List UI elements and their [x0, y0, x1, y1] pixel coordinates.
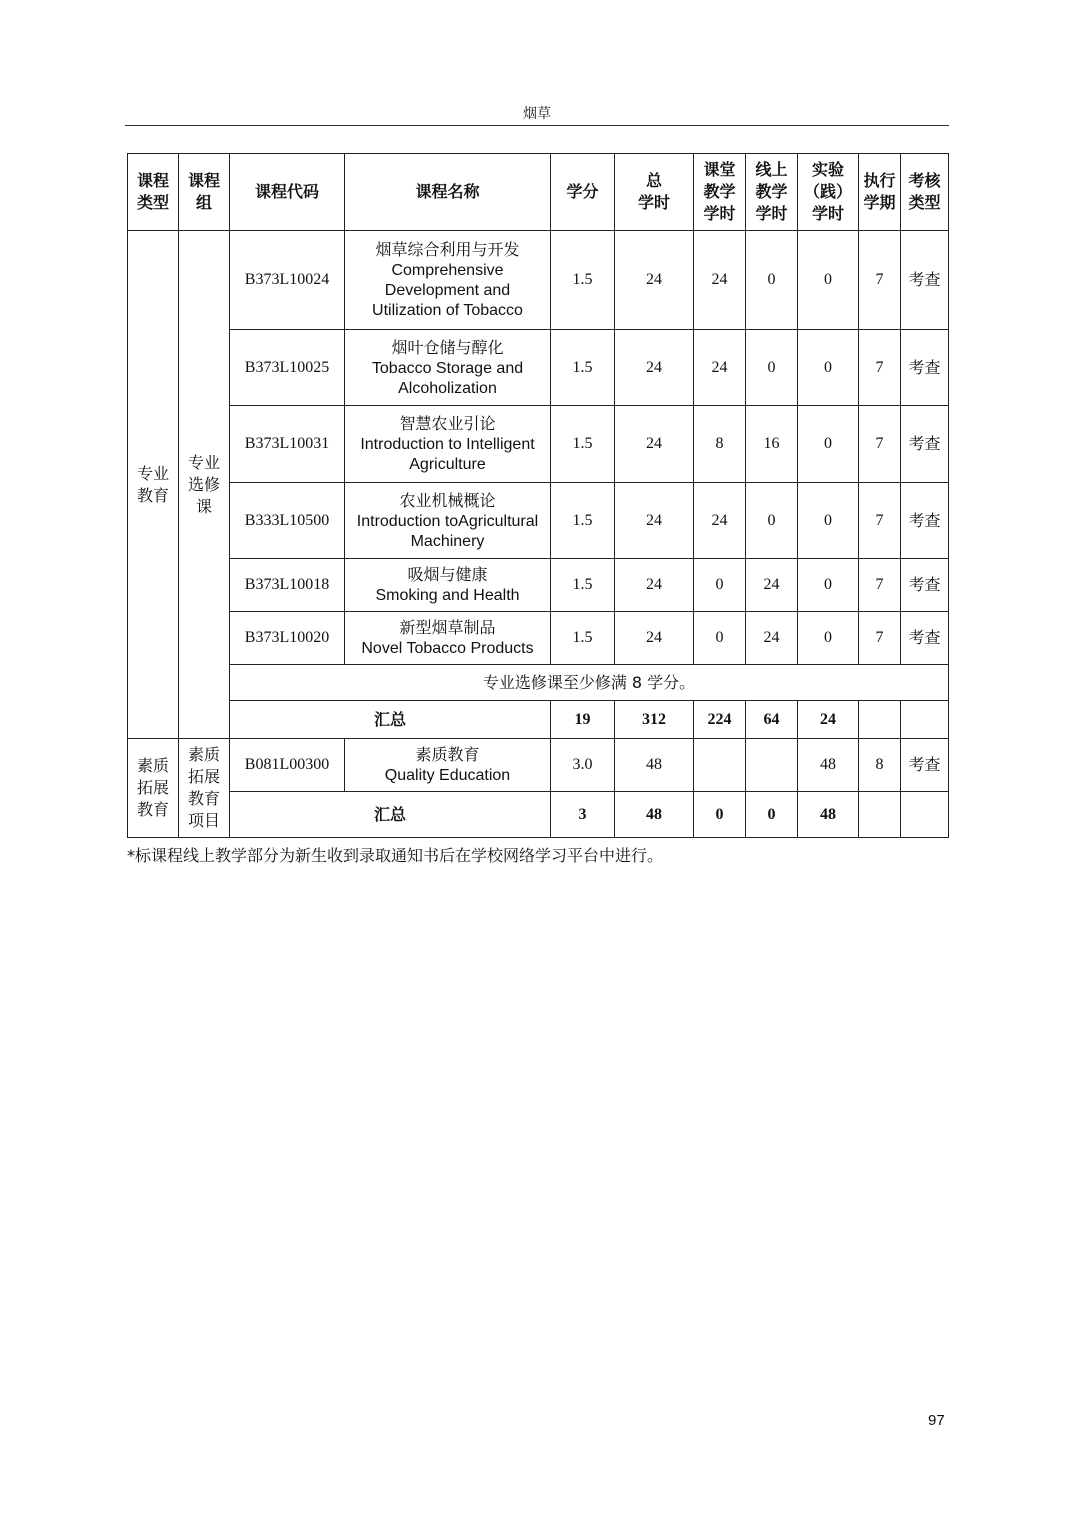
course-group-text: 课: [195, 496, 212, 516]
total-hours: 48: [615, 739, 694, 792]
summary-online: 0: [746, 792, 798, 838]
course-type-text: 专业: [136, 463, 169, 483]
course-group-text: 选修: [187, 474, 220, 494]
summary-online: 64: [746, 701, 798, 739]
column-header: 课程名称: [345, 154, 551, 231]
empty-cell: [859, 701, 901, 739]
empty-cell: [901, 701, 949, 739]
summary-row: [128, 701, 949, 739]
class-hours: 0: [694, 559, 746, 612]
class-hours: 24: [694, 231, 746, 330]
course-code: B373L10024: [230, 231, 345, 330]
header-rule: [125, 125, 949, 126]
column-header: 课程 类型: [128, 154, 179, 231]
course-group-text: 教育: [187, 789, 220, 808]
assessment-type: 考查: [901, 406, 949, 483]
course-type-text: 拓展: [136, 778, 169, 797]
running-header: 烟草: [523, 106, 551, 122]
credit: 1.5: [551, 483, 615, 559]
assessment-type: 考查: [901, 330, 949, 406]
semester: 7: [859, 231, 901, 330]
lab-hours: 0: [798, 406, 859, 483]
summary-credit: 19: [551, 701, 615, 739]
empty-cell: [859, 792, 901, 838]
course-name-en: Tobacco Storage and: [371, 359, 524, 377]
online-hours: 0: [746, 231, 798, 330]
column-header: 学分: [551, 154, 615, 231]
course-name-en: Comprehensive: [391, 262, 504, 279]
course-name: [345, 559, 551, 612]
online-hours: 24: [746, 559, 798, 612]
course-type-cell: [128, 231, 179, 739]
summary-class: 224: [694, 701, 746, 739]
course-name: [345, 330, 551, 406]
lab-hours: 0: [798, 330, 859, 406]
class-hours: [694, 739, 746, 792]
course-name-cn: 智慧农业引论: [399, 414, 496, 433]
summary-label: 汇总: [230, 792, 551, 838]
course-row: [128, 612, 949, 665]
lab-hours: 48: [798, 739, 859, 792]
course-name: [345, 406, 551, 483]
requirement-note-row: [128, 665, 949, 701]
course-type-text: 素质: [136, 756, 169, 775]
summary-class: 0: [694, 792, 746, 838]
assessment-type: 考查: [901, 483, 949, 559]
course-group-cell: [179, 739, 230, 838]
course-name-en: Introduction toAgricultural: [356, 512, 539, 530]
lab-hours: 0: [798, 612, 859, 665]
summary-lab: 48: [798, 792, 859, 838]
column-header: 总 学时: [615, 154, 694, 231]
semester: 7: [859, 330, 901, 406]
total-hours: 24: [615, 559, 694, 612]
requirement-note: 专业选修课至少修满 8 学分。: [230, 665, 949, 701]
course-name-cn: 吸烟与健康: [407, 565, 488, 584]
course-row: [128, 231, 949, 330]
course-name-en: Utilization of Tobacco: [372, 302, 523, 319]
empty-cell: [901, 792, 949, 838]
course-group-cell: [179, 231, 230, 739]
page-number: 97: [928, 1412, 945, 1429]
credit: 3.0: [551, 739, 615, 792]
semester: 8: [859, 739, 901, 792]
course-name-cn: 烟叶仓储与醇化: [391, 337, 504, 357]
course-code: B373L10031: [230, 406, 345, 483]
course-name-en: Agriculture: [409, 456, 486, 473]
class-hours: 8: [694, 406, 746, 483]
online-hours: 24: [746, 612, 798, 665]
credit: 1.5: [551, 406, 615, 483]
column-header: 线上 教学 学时: [746, 154, 798, 231]
course-group-text: 拓展: [187, 767, 220, 786]
column-header: 考核 类型: [901, 154, 949, 231]
course-group-text: 专业: [187, 452, 220, 472]
course-name: [345, 483, 551, 559]
online-hours: 0: [746, 483, 798, 559]
class-hours: 24: [694, 330, 746, 406]
credit: 1.5: [551, 559, 615, 612]
course-type-cell: [128, 739, 179, 838]
footnote: *标课程线上教学部分为新生收到录取通知书后在学校网络学习平台中进行。: [127, 846, 664, 865]
class-hours: 0: [694, 612, 746, 665]
lab-hours: 0: [798, 559, 859, 612]
course-row: [128, 483, 949, 559]
course-name-cn: 新型烟草制品: [399, 618, 496, 637]
lab-hours: 0: [798, 231, 859, 330]
column-header: 课程 组: [179, 154, 230, 231]
semester: 7: [859, 559, 901, 612]
summary-lab: 24: [798, 701, 859, 739]
summary-label: 汇总: [230, 701, 551, 739]
total-hours: 24: [615, 330, 694, 406]
credit: 1.5: [551, 330, 615, 406]
summary-credit: 3: [551, 792, 615, 838]
course-name-en: Introduction to Intelligent: [360, 436, 535, 453]
course-type-text: 教育: [136, 800, 169, 819]
total-hours: 24: [615, 612, 694, 665]
semester: 7: [859, 406, 901, 483]
course-group-text: 项目: [187, 811, 220, 830]
course-row: [128, 559, 949, 612]
assessment-type: 考查: [901, 612, 949, 665]
course-type-text: 教育: [136, 485, 169, 505]
course-code: B373L10025: [230, 330, 345, 406]
column-header: 执行 学期: [859, 154, 901, 231]
lab-hours: 0: [798, 483, 859, 559]
summary-row: [128, 792, 949, 838]
course-code: B373L10018: [230, 559, 345, 612]
semester: 7: [859, 483, 901, 559]
course-name-en: Alcoholization: [398, 379, 497, 397]
summary-total: 312: [615, 701, 694, 739]
credit: 1.5: [551, 231, 615, 330]
online-hours: 16: [746, 406, 798, 483]
total-hours: 24: [615, 483, 694, 559]
online-hours: 0: [746, 330, 798, 406]
column-header: 课堂 教学 学时: [694, 154, 746, 231]
course-name: [345, 612, 551, 665]
course-row: [128, 739, 949, 792]
course-name-en: Machinery: [410, 532, 485, 550]
course-name-cn: 素质教育: [415, 745, 480, 764]
course-name: [345, 739, 551, 792]
course-name-cn: 农业机械概论: [399, 490, 496, 510]
column-header: 实验 （践） 学时: [798, 154, 859, 231]
table-header-row: [128, 154, 949, 231]
class-hours: 24: [694, 483, 746, 559]
course-code: B081L00300: [230, 739, 345, 792]
curriculum-table: [127, 153, 949, 838]
summary-total: 48: [615, 792, 694, 838]
course-name-en: Quality Education: [384, 767, 511, 784]
assessment-type: 考查: [901, 559, 949, 612]
course-name-en: Smoking and Health: [375, 587, 520, 604]
course-name-en: Development and: [384, 282, 511, 299]
assessment-type: 考查: [901, 231, 949, 330]
assessment-type: 考查: [901, 739, 949, 792]
semester: 7: [859, 612, 901, 665]
course-row: [128, 406, 949, 483]
course-group-text: 素质: [187, 745, 220, 764]
course-code: B373L10020: [230, 612, 345, 665]
total-hours: 24: [615, 406, 694, 483]
course-row: [128, 330, 949, 406]
credit: 1.5: [551, 612, 615, 665]
column-header: 课程代码: [230, 154, 345, 231]
course-name: [345, 231, 551, 330]
course-name-cn: 烟草综合利用与开发: [375, 240, 520, 259]
total-hours: 24: [615, 231, 694, 330]
course-code: B333L10500: [230, 483, 345, 559]
online-hours: [746, 739, 798, 792]
course-name-en: Novel Tobacco Products: [361, 640, 534, 657]
